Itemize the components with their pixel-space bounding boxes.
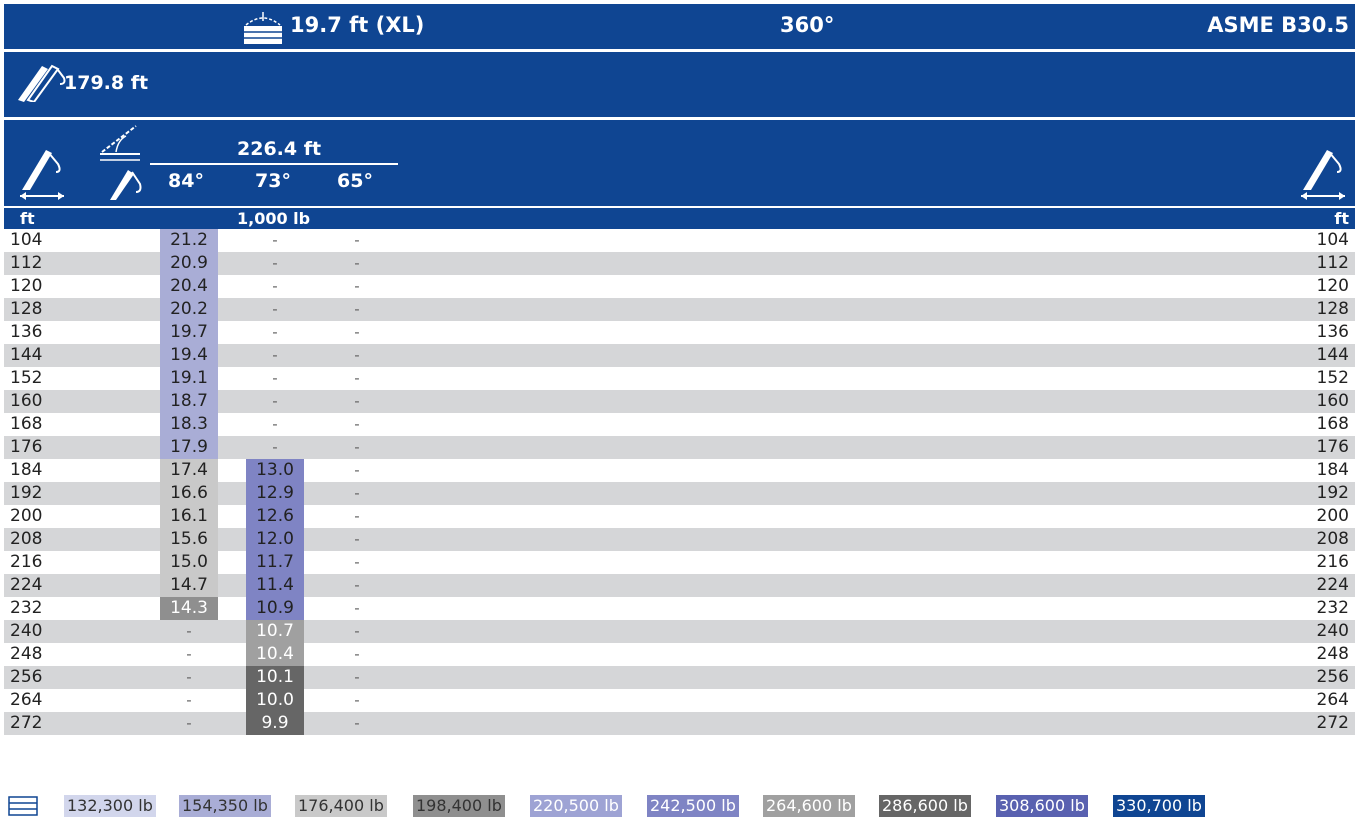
capacity-84-cell: 19.1 xyxy=(160,367,218,390)
table-row xyxy=(4,298,1355,321)
unit-left-label: ft xyxy=(20,209,35,228)
capacity-73-cell: - xyxy=(272,369,278,387)
radius-left-cell: 272 xyxy=(10,713,43,733)
capacity-73-cell: - xyxy=(272,300,278,318)
header-bar-config xyxy=(4,4,1355,49)
capacity-73-cell: - xyxy=(272,438,278,456)
radius-left-cell: 240 xyxy=(10,621,43,641)
radius-left-cell: 152 xyxy=(10,368,43,388)
capacity-65-cell: - xyxy=(354,415,360,433)
table-row xyxy=(4,344,1355,367)
radius-left-cell: 264 xyxy=(10,690,43,710)
capacity-73-cell: 10.0 xyxy=(246,689,304,712)
radius-left-cell: 104 xyxy=(10,230,43,250)
capacity-65-cell: - xyxy=(354,599,360,617)
table-row xyxy=(4,413,1355,436)
capacity-73-cell: - xyxy=(272,277,278,295)
table-row xyxy=(4,712,1355,735)
table-row xyxy=(4,436,1355,459)
radius-left-cell: 168 xyxy=(10,414,43,434)
capacity-84-cell: 17.9 xyxy=(160,436,218,459)
standard-label: ASME B30.5 xyxy=(1207,13,1349,37)
capacity-84-cell: 14.3 xyxy=(160,597,218,620)
radius-right-cell: 152 xyxy=(1316,368,1349,388)
capacity-73-cell: 12.9 xyxy=(246,482,304,505)
radius-left-cell: 184 xyxy=(10,460,43,480)
radius-right-cell: 104 xyxy=(1316,230,1349,250)
legend-item: 220,500 lb xyxy=(530,795,622,817)
legend-item: 198,400 lb xyxy=(413,795,505,817)
capacity-73-cell: 10.1 xyxy=(246,666,304,689)
radius-right-cell: 176 xyxy=(1316,437,1349,457)
capacity-73-cell: 10.9 xyxy=(246,597,304,620)
radius-right-cell: 120 xyxy=(1316,276,1349,296)
table-row xyxy=(4,551,1355,574)
capacity-84-cell: 15.6 xyxy=(160,528,218,551)
capacity-65-cell: - xyxy=(354,438,360,456)
jib-length-underline xyxy=(150,163,398,165)
capacity-84-cell: 19.4 xyxy=(160,344,218,367)
radius-right-cell: 240 xyxy=(1316,621,1349,641)
capacity-73-cell: - xyxy=(272,254,278,272)
capacity-65-cell: - xyxy=(354,231,360,249)
capacity-73-cell: 10.4 xyxy=(246,643,304,666)
radius-right-cell: 168 xyxy=(1316,414,1349,434)
radius-right-cell: 264 xyxy=(1316,690,1349,710)
jib-angle-icon xyxy=(96,122,146,202)
radius-right-cell: 248 xyxy=(1316,644,1349,664)
capacity-65-cell: - xyxy=(354,714,360,732)
capacity-65-cell: - xyxy=(354,507,360,525)
capacity-73-cell: 9.9 xyxy=(246,712,304,735)
unit-center-label: 1,000 lb xyxy=(237,209,311,228)
capacity-65-cell: - xyxy=(354,484,360,502)
capacity-65-cell: - xyxy=(354,668,360,686)
capacity-84-cell: 16.1 xyxy=(160,505,218,528)
angle-65-header: 65° xyxy=(337,170,373,192)
legend-item: 154,350 lb xyxy=(179,795,271,817)
table-row xyxy=(4,505,1355,528)
radius-right-cell: 112 xyxy=(1316,253,1349,273)
capacity-73-cell: - xyxy=(272,415,278,433)
capacity-73-cell: 12.6 xyxy=(246,505,304,528)
table-row xyxy=(4,574,1355,597)
capacity-65-cell: - xyxy=(354,369,360,387)
capacity-84-cell: - xyxy=(186,622,192,640)
table-row xyxy=(4,229,1355,252)
table-row xyxy=(4,275,1355,298)
capacity-73-cell: - xyxy=(272,231,278,249)
capacity-65-cell: - xyxy=(354,254,360,272)
capacity-65-cell: - xyxy=(354,346,360,364)
capacity-65-cell: - xyxy=(354,461,360,479)
legend-item: 308,600 lb xyxy=(996,795,1088,817)
capacity-84-cell: - xyxy=(186,668,192,686)
radius-left-icon xyxy=(18,146,68,202)
capacity-65-cell: - xyxy=(354,392,360,410)
radius-left-cell: 200 xyxy=(10,506,43,526)
radius-right-cell: 200 xyxy=(1316,506,1349,526)
header-bar-units xyxy=(4,208,1355,229)
table-row xyxy=(4,597,1355,620)
table-row xyxy=(4,390,1355,413)
capacity-65-cell: - xyxy=(354,691,360,709)
radius-right-cell: 272 xyxy=(1316,713,1349,733)
capacity-84-cell: - xyxy=(186,691,192,709)
radius-left-cell: 120 xyxy=(10,276,43,296)
capacity-84-cell: 20.9 xyxy=(160,252,218,275)
unit-right-label: ft xyxy=(1334,209,1349,228)
capacity-65-cell: - xyxy=(354,530,360,548)
counterweight-icon xyxy=(240,9,286,45)
radius-right-cell: 184 xyxy=(1316,460,1349,480)
table-row xyxy=(4,321,1355,344)
radius-right-cell: 224 xyxy=(1316,575,1349,595)
radius-left-cell: 216 xyxy=(10,552,43,572)
radius-right-cell: 232 xyxy=(1316,598,1349,618)
radius-right-cell: 144 xyxy=(1316,345,1349,365)
radius-right-cell: 256 xyxy=(1316,667,1349,687)
legend-item: 330,700 lb xyxy=(1113,795,1205,817)
legend-item: 176,400 lb xyxy=(295,795,387,817)
radius-left-cell: 136 xyxy=(10,322,43,342)
radius-left-cell: 176 xyxy=(10,437,43,457)
capacity-65-cell: - xyxy=(354,277,360,295)
table-row xyxy=(4,666,1355,689)
legend-item: 264,600 lb xyxy=(763,795,855,817)
radius-left-cell: 144 xyxy=(10,345,43,365)
radius-left-cell: 128 xyxy=(10,299,43,319)
capacity-73-cell: 11.4 xyxy=(246,574,304,597)
capacity-84-cell: - xyxy=(186,714,192,732)
table-row xyxy=(4,459,1355,482)
radius-right-cell: 160 xyxy=(1316,391,1349,411)
capacity-65-cell: - xyxy=(354,622,360,640)
table-row xyxy=(4,252,1355,275)
radius-left-cell: 232 xyxy=(10,598,43,618)
capacity-84-cell: 15.0 xyxy=(160,551,218,574)
radius-left-cell: 112 xyxy=(10,253,43,273)
boom-length-label: 179.8 ft xyxy=(64,72,149,94)
capacity-84-cell: 20.4 xyxy=(160,275,218,298)
boom-icon xyxy=(14,60,66,102)
radius-left-cell: 224 xyxy=(10,575,43,595)
table-row xyxy=(4,528,1355,551)
table-row xyxy=(4,689,1355,712)
radius-right-icon xyxy=(1299,146,1349,202)
capacity-84-cell: 17.4 xyxy=(160,459,218,482)
capacity-84-cell: 16.6 xyxy=(160,482,218,505)
table-row xyxy=(4,367,1355,390)
radius-left-cell: 192 xyxy=(10,483,43,503)
legend-item: 242,500 lb xyxy=(647,795,739,817)
radius-left-cell: 248 xyxy=(10,644,43,664)
capacity-84-cell: 19.7 xyxy=(160,321,218,344)
capacity-73-cell: 11.7 xyxy=(246,551,304,574)
capacity-65-cell: - xyxy=(354,323,360,341)
capacity-73-cell: - xyxy=(272,392,278,410)
capacity-73-cell: 10.7 xyxy=(246,620,304,643)
capacity-84-cell: 18.7 xyxy=(160,390,218,413)
radius-right-cell: 192 xyxy=(1316,483,1349,503)
capacity-73-cell: 12.0 xyxy=(246,528,304,551)
capacity-73-cell: - xyxy=(272,346,278,364)
header-bar-columns xyxy=(4,120,1355,206)
capacity-65-cell: - xyxy=(354,553,360,571)
capacity-73-cell: 13.0 xyxy=(246,459,304,482)
table-row xyxy=(4,643,1355,666)
radius-right-cell: 208 xyxy=(1316,529,1349,549)
capacity-84-cell: 18.3 xyxy=(160,413,218,436)
counterweight-legend-icon xyxy=(8,796,38,816)
legend-item: 286,600 lb xyxy=(879,795,971,817)
header-bar-boom xyxy=(4,52,1355,117)
radius-right-cell: 216 xyxy=(1316,552,1349,572)
radius-right-cell: 136 xyxy=(1316,322,1349,342)
capacity-84-cell: - xyxy=(186,645,192,663)
capacity-65-cell: - xyxy=(354,576,360,594)
slew-range-label: 360° xyxy=(780,13,835,37)
capacity-84-cell: 21.2 xyxy=(160,229,218,252)
jib-length-label: 226.4 ft xyxy=(237,138,322,160)
radius-left-cell: 256 xyxy=(10,667,43,687)
radius-left-cell: 208 xyxy=(10,529,43,549)
radius-left-cell: 160 xyxy=(10,391,43,411)
capacity-84-cell: 20.2 xyxy=(160,298,218,321)
table-row xyxy=(4,482,1355,505)
angle-73-header: 73° xyxy=(255,170,291,192)
angle-84-header: 84° xyxy=(168,170,204,192)
capacity-73-cell: - xyxy=(272,323,278,341)
radius-right-cell: 128 xyxy=(1316,299,1349,319)
legend-item: 132,300 lb xyxy=(64,795,156,817)
counterweight-label: 19.7 ft (XL) xyxy=(290,13,425,37)
capacity-84-cell: 14.7 xyxy=(160,574,218,597)
capacity-65-cell: - xyxy=(354,645,360,663)
capacity-65-cell: - xyxy=(354,300,360,318)
table-row xyxy=(4,620,1355,643)
